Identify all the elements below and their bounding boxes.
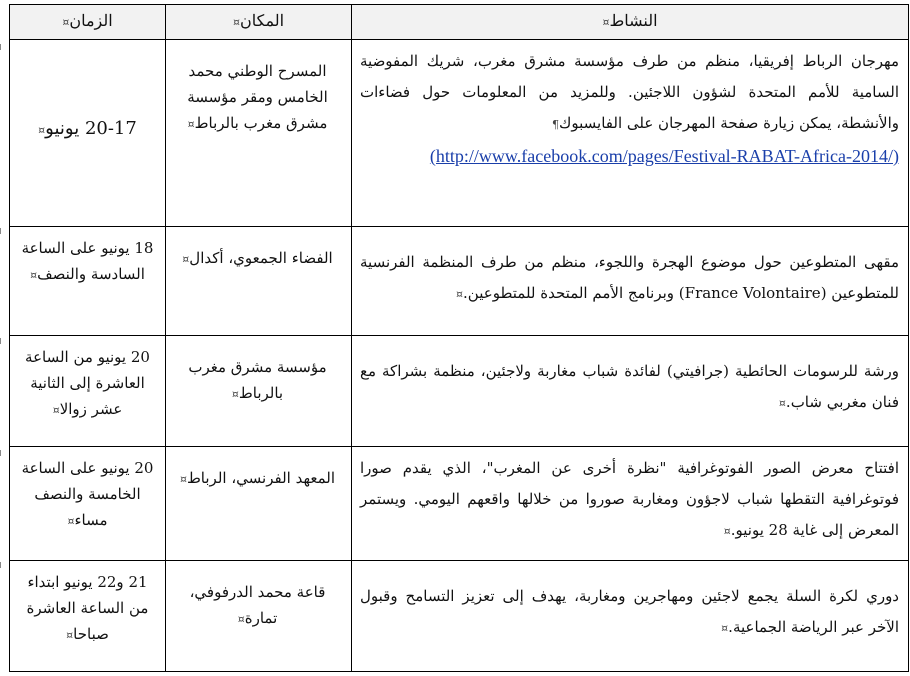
time-cell: 21 و22 يونيو ابتداء من الساعة العاشرة صباحا¤ bbox=[10, 561, 166, 672]
header-activity: النشاط¤ bbox=[352, 5, 909, 40]
activity-cell: مقهى المتطوعين حول موضوع الهجرة واللجوء، منظم من طرف المنظمة الفرنسية للمتطوعين (France Volontaire) وبرنامج الأمم المتحدة للمتطوعين.¤ bbox=[352, 227, 909, 336]
table-header-row bbox=[10, 5, 909, 40]
events-table bbox=[9, 4, 909, 672]
row-marker bbox=[0, 228, 5, 234]
place-cell: قاعة محمد الدرفوفي، تمارة¤ bbox=[166, 561, 352, 672]
row-marker bbox=[0, 44, 5, 50]
time-cell: 18 يونيو على الساعة السادسة والنصف¤ bbox=[10, 227, 166, 336]
table-row bbox=[10, 40, 909, 227]
row-marker bbox=[0, 450, 5, 456]
place-cell: مؤسسة مشرق مغرب بالرباط¤ bbox=[166, 336, 352, 447]
row-marker bbox=[0, 338, 5, 344]
time-cell: 20 يونيو من الساعة العاشرة إلى الثانية عشر زوالا¤ bbox=[10, 336, 166, 447]
table-row bbox=[10, 561, 909, 672]
header-place: المكان¤ bbox=[166, 5, 352, 40]
facebook-link[interactable]: (http://www.facebook.com/pages/Festival-RABAT-Africa-2014/) bbox=[429, 146, 899, 166]
time-cell: 20-17 يونيو¤ bbox=[10, 40, 166, 227]
table-row bbox=[10, 447, 909, 561]
time-cell: 20 يونيو على الساعة الخامسة والنصف مساء¤ bbox=[10, 447, 166, 561]
activity-cell: دوري لكرة السلة يجمع لاجئين ومهاجرين ومغاربة، يهدف إلى تعزيز التسامح وقبول الآخر عبر الرياضة الجماعية.¤ bbox=[352, 561, 909, 672]
activity-cell: ورشة للرسومات الحائطية (جرافيتي) لفائدة شباب مغاربة ولاجئين، منظمة بشراكة مع فنان مغربي شاب.¤ bbox=[352, 336, 909, 447]
activity-cell: افتتاح معرض الصور الفوتوغرافية "نظرة أخرى عن المغرب"، الذي يقدم صورا فوتوغرافية التقطها شباب لاجؤون ومغاربة صوروا من خلالها واقعهم اليومي. ويستمر المعرض إلى غاية 28 يونيو.¤ bbox=[352, 447, 909, 561]
place-cell: المسرح الوطني محمد الخامس ومقر مؤسسة مشرق مغرب بالرباط¤ bbox=[166, 40, 352, 227]
activity-cell: مهرجان الرباط إفريقيا، منظم من طرف مؤسسة مشرق مغرب، شريك المفوضية السامية للأمم المتحدة لشؤون اللاجئين. وللمزيد من المعلومات حول فضاءات والأنشطة، يمكن زيارة صفحة المهرجان على الفايسبوك¶ (http://www.facebook.com/pages/Festival-RABAT-Africa-2014/) bbox=[352, 40, 909, 227]
place-cell: الفضاء الجمعوي، أكدال¤ bbox=[166, 227, 352, 336]
header-time: الزمان¤ bbox=[10, 5, 166, 40]
table-row bbox=[10, 336, 909, 447]
place-cell: المعهد الفرنسي، الرباط¤ bbox=[166, 447, 352, 561]
row-marker bbox=[0, 562, 5, 568]
table-row bbox=[10, 227, 909, 336]
